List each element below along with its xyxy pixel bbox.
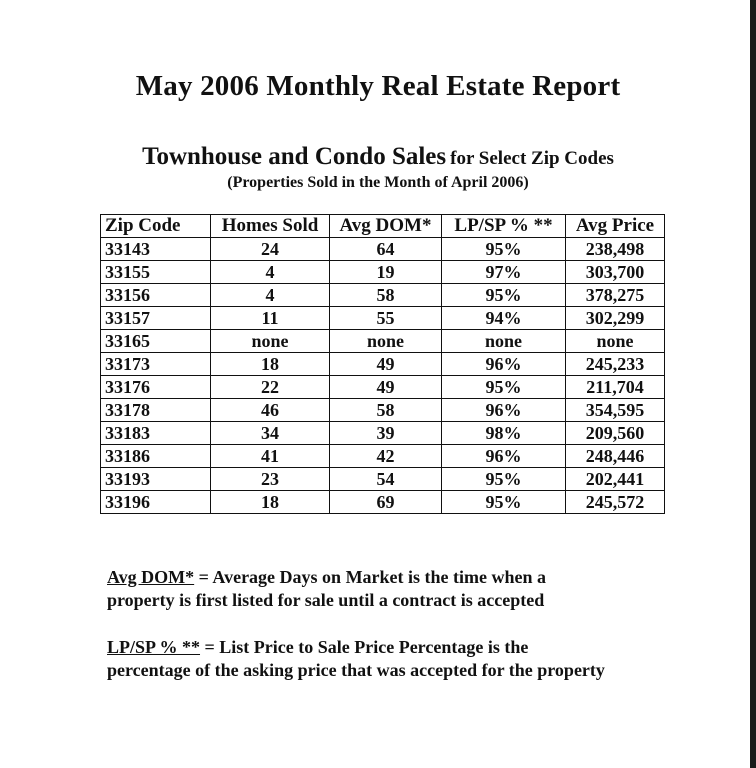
table-row bbox=[101, 468, 665, 491]
avg-price-cell: 211,704 bbox=[566, 376, 665, 399]
avg-dom-cell: 49 bbox=[330, 353, 442, 376]
homes-sold-cell: 23 bbox=[211, 468, 330, 491]
avg-dom-cell: 64 bbox=[330, 238, 442, 261]
homes-sold-cell: 41 bbox=[211, 445, 330, 468]
lpsp-cell: 95% bbox=[442, 376, 566, 399]
avg-dom-cell: none bbox=[330, 330, 442, 353]
report-title: May 2006 Monthly Real Estate Report bbox=[135, 70, 621, 102]
avg-price-cell: 248,446 bbox=[566, 445, 665, 468]
header-homes-sold: Homes Sold bbox=[211, 215, 330, 238]
zip-code-cell: 33165 bbox=[101, 330, 211, 353]
homes-sold-cell: 24 bbox=[211, 238, 330, 261]
scan-edge bbox=[750, 0, 756, 768]
avg-dom-cell: 58 bbox=[330, 399, 442, 422]
homes-sold-cell: 18 bbox=[211, 353, 330, 376]
table-row bbox=[101, 353, 665, 376]
zip-code-cell: 33173 bbox=[101, 353, 211, 376]
table-row bbox=[101, 491, 665, 514]
lpsp-term: LP/SP % ** bbox=[107, 637, 201, 657]
lpsp-cell: 95% bbox=[442, 238, 566, 261]
zip-code-cell: 33196 bbox=[101, 491, 211, 514]
avg-dom-definition: = Average Days on Market is the time when a property is first listed for sale until a contract is accepted bbox=[107, 567, 547, 610]
table-row bbox=[101, 307, 665, 330]
avg-dom-footnote bbox=[107, 566, 607, 612]
avg-price-cell: 245,572 bbox=[566, 491, 665, 514]
table-row bbox=[101, 422, 665, 445]
avg-price-cell: 303,700 bbox=[566, 261, 665, 284]
zip-code-cell: 33178 bbox=[101, 399, 211, 422]
avg-dom-cell: 39 bbox=[330, 422, 442, 445]
table-row bbox=[101, 284, 665, 307]
table-row bbox=[101, 445, 665, 468]
avg-dom-cell: 49 bbox=[330, 376, 442, 399]
zip-code-cell: 33186 bbox=[101, 445, 211, 468]
zip-code-cell: 33156 bbox=[101, 284, 211, 307]
zip-code-cell: 33176 bbox=[101, 376, 211, 399]
avg-price-cell: 202,441 bbox=[566, 468, 665, 491]
lpsp-cell: 96% bbox=[442, 445, 566, 468]
zip-code-cell: 33193 bbox=[101, 468, 211, 491]
zip-code-cell: 33183 bbox=[101, 422, 211, 445]
header-avg-price: Avg Price bbox=[566, 215, 665, 238]
lpsp-cell: 95% bbox=[442, 491, 566, 514]
avg-price-cell: none bbox=[566, 330, 665, 353]
homes-sold-cell: 18 bbox=[211, 491, 330, 514]
lpsp-definition: = List Price to Sale Price Percentage is the percentage of the asking price that was accepted for the property bbox=[107, 637, 605, 680]
header-lpsp: LP/SP % ** bbox=[442, 215, 566, 238]
avg-dom-cell: 54 bbox=[330, 468, 442, 491]
zip-code-cell: 33157 bbox=[101, 307, 211, 330]
avg-price-cell: 354,595 bbox=[566, 399, 665, 422]
header-avg-dom: Avg DOM* bbox=[330, 215, 442, 238]
homes-sold-cell: 11 bbox=[211, 307, 330, 330]
zip-code-cell: 33155 bbox=[101, 261, 211, 284]
lpsp-cell: none bbox=[442, 330, 566, 353]
lpsp-cell: 94% bbox=[442, 307, 566, 330]
lpsp-cell: 96% bbox=[442, 353, 566, 376]
subtitle-tail: for Select Zip Codes bbox=[450, 148, 614, 169]
lpsp-cell: 95% bbox=[442, 284, 566, 307]
avg-dom-cell: 19 bbox=[330, 261, 442, 284]
report-period: (Properties Sold in the Month of April 2006) bbox=[227, 174, 529, 191]
sales-table bbox=[100, 214, 665, 514]
lpsp-cell: 95% bbox=[442, 468, 566, 491]
report-subtitle bbox=[0, 143, 756, 171]
avg-price-cell: 302,299 bbox=[566, 307, 665, 330]
avg-price-cell: 209,560 bbox=[566, 422, 665, 445]
lpsp-cell: 97% bbox=[442, 261, 566, 284]
avg-dom-cell: 42 bbox=[330, 445, 442, 468]
homes-sold-cell: none bbox=[211, 330, 330, 353]
avg-price-cell: 245,233 bbox=[566, 353, 665, 376]
avg-price-cell: 238,498 bbox=[566, 238, 665, 261]
avg-dom-term: Avg DOM* bbox=[107, 567, 195, 587]
table-row bbox=[101, 399, 665, 422]
avg-dom-cell: 55 bbox=[330, 307, 442, 330]
zip-code-cell: 33143 bbox=[101, 238, 211, 261]
lpsp-cell: 98% bbox=[442, 422, 566, 445]
homes-sold-cell: 4 bbox=[211, 284, 330, 307]
homes-sold-cell: 4 bbox=[211, 261, 330, 284]
lpsp-footnote bbox=[107, 636, 607, 682]
avg-dom-cell: 58 bbox=[330, 284, 442, 307]
homes-sold-cell: 22 bbox=[211, 376, 330, 399]
homes-sold-cell: 34 bbox=[211, 422, 330, 445]
subtitle-main: Townhouse and Condo Sales bbox=[142, 143, 447, 170]
table-row bbox=[101, 376, 665, 399]
lpsp-cell: 96% bbox=[442, 399, 566, 422]
table-header-row bbox=[101, 215, 665, 238]
avg-dom-cell: 69 bbox=[330, 491, 442, 514]
homes-sold-cell: 46 bbox=[211, 399, 330, 422]
table-row bbox=[101, 261, 665, 284]
header-zip-code: Zip Code bbox=[101, 215, 211, 238]
table-row bbox=[101, 238, 665, 261]
table-row bbox=[101, 330, 665, 353]
avg-price-cell: 378,275 bbox=[566, 284, 665, 307]
